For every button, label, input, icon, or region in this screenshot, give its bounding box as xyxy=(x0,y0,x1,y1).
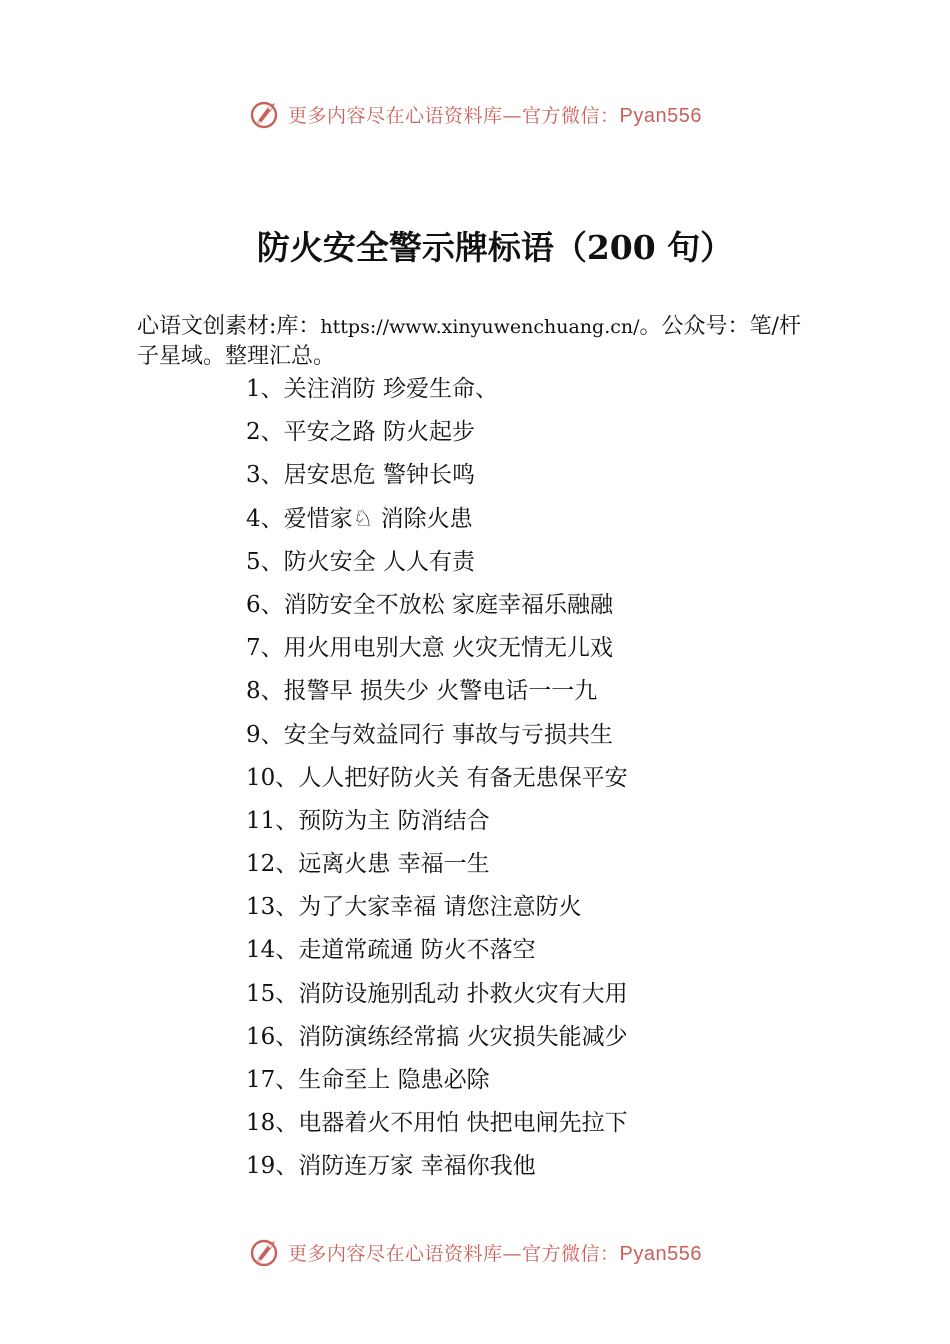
intro-url: https://www.xinyuwenchuang.cn/ xyxy=(320,316,640,338)
document-title: 防火安全警示牌标语（200 句） xyxy=(256,228,734,267)
footer-watermark-banner xyxy=(0,1232,950,1272)
pen-nib-logo-icon xyxy=(248,97,282,131)
slogan-list xyxy=(246,368,628,1189)
list-item: 2、平安之路 防火起步 xyxy=(246,419,475,446)
pen-nib-logo-icon xyxy=(248,1235,282,1269)
list-item: 17、生命至上 隐患必除 xyxy=(246,1067,490,1093)
watermark-label: 更多内容尽在心语资料库—官方微信： xyxy=(288,1242,620,1265)
list-item: 18、电器着火不用怕 快把电闸先拉下 xyxy=(246,1110,628,1137)
wechat-id: Pyan556 xyxy=(619,104,702,127)
list-item: 9、安全与效益同行 事故与亏损共生 xyxy=(246,721,613,748)
list-item: 3、居安思危 警钟长鸣 xyxy=(246,462,475,489)
list-item: 15、消防设施别乱动 扑救火灾有大用 xyxy=(246,980,628,1007)
list-item: 7、用火用电别大意 火灾无情无儿戏 xyxy=(246,635,613,662)
wechat-id: Pyan556 xyxy=(619,1242,702,1265)
intro-paragraph xyxy=(137,312,817,371)
list-item: 16、消防演练经常搞 火灾损失能减少 xyxy=(246,1023,628,1050)
watermark-text xyxy=(288,1239,702,1266)
watermark-text xyxy=(288,101,702,128)
list-item: 4、爱惜家♘ 消除火患 xyxy=(246,505,473,532)
list-item: 13、为了大家幸福 请您注意防火 xyxy=(246,894,582,921)
list-item: 12、远离火患 幸福一生 xyxy=(246,851,490,878)
watermark-label: 更多内容尽在心语资料库—官方微信： xyxy=(288,104,620,127)
list-item: 19、消防连万家 幸福你我他 xyxy=(246,1153,536,1180)
list-item: 10、人人把好防火关 有备无患保平安 xyxy=(246,764,628,791)
list-item: 5、防火安全 人人有责 xyxy=(246,548,475,575)
intro-suffix: 。公众号：笔/杆子星域。整理汇总。 xyxy=(137,314,801,369)
header-watermark-banner xyxy=(0,94,950,134)
list-item: 11、预防为主 防消结合 xyxy=(246,807,490,834)
intro-prefix: 心语文创素材:库： xyxy=(137,314,321,339)
list-item: 1、关注消防 珍爱生命、 xyxy=(246,376,498,402)
list-item: 6、消防安全不放松 家庭幸福乐融融 xyxy=(246,591,613,618)
list-item: 14、走道常疏通 防火不落空 xyxy=(246,937,536,964)
list-item: 8、报警早 损失少 火警电话一一九 xyxy=(246,678,598,705)
